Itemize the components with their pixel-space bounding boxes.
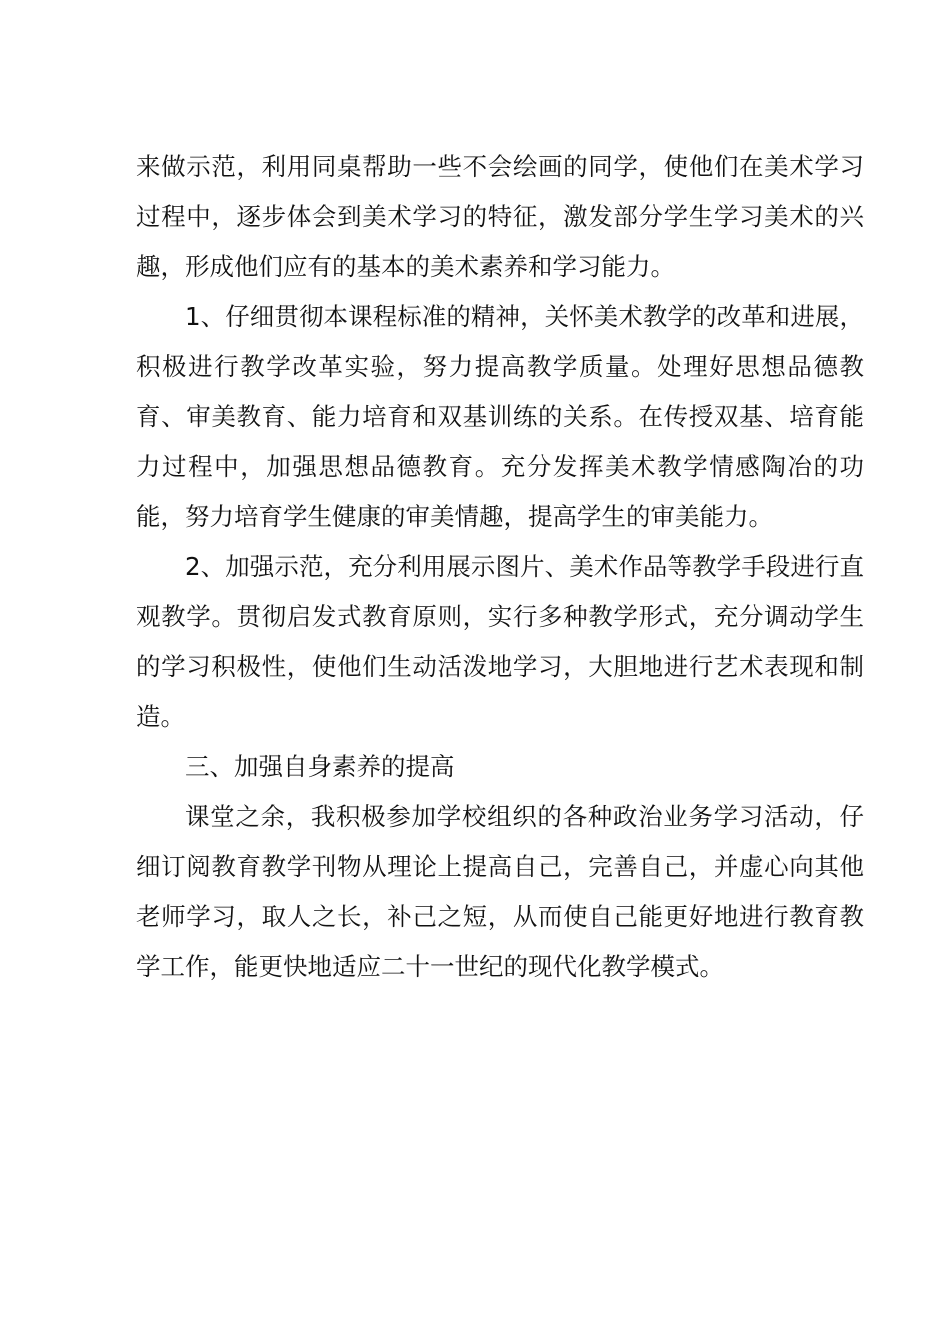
paragraph-section-3-body: 课堂之余，我积极参加学校组织的各种政治业务学习活动，仔细订阅教育教学刊物从理论上提高自己，完善自己，并虚心向其他老师学习，取人之长，补己之短，从而使自己能更好地进行教育教学工作，能更快地适应二十一世纪的现代化教学模式。 xyxy=(136,802,864,981)
document-body xyxy=(136,142,864,992)
paragraph-continuation: 来做示范，利用同桌帮助一些不会绘画的同学，使他们在美术学习过程中，逐步体会到美术学习的特征，激发部分学生学习美术的兴趣，形成他们应有的基本的美术素养和学习能力。 xyxy=(136,152,864,281)
paragraph-item-1: 1、仔细贯彻本课程标准的精神，关怀美术教学的改革和进展，积极进行教学改革实验，努力提高教学质量。处理好思想品德教育、审美教育、能力培育和双基训练的关系。在传授双基、培育能力过程中，加强思想品德教育。充分发挥美术教学情感陶冶的功能，努力培育学生健康的审美情趣，提高学生的审美能力。 xyxy=(136,302,864,531)
section-heading-3: 三、加强自身素养的提高 xyxy=(185,752,455,781)
paragraph-item-2: 2、加强示范，充分利用展示图片、美术作品等教学手段进行直观教学。贯彻启发式教育原则，实行多种教学形式，充分调动学生的学习积极性，使他们生动活泼地学习，大胆地进行艺术表现和制造。 xyxy=(136,552,864,731)
